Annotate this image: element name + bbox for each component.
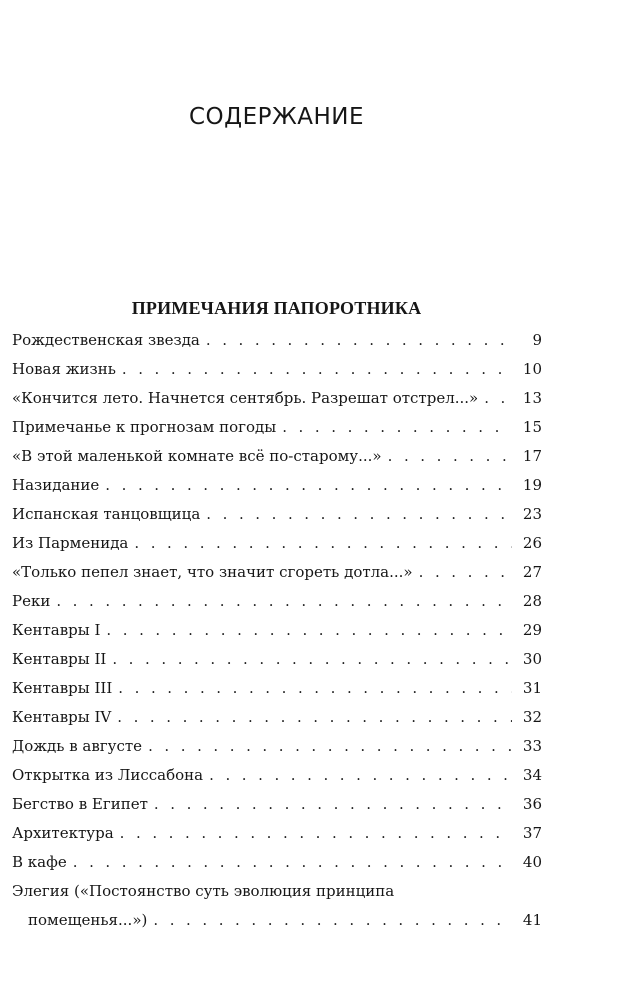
table-of-contents: [12, 326, 542, 935]
toc-entry: [12, 761, 542, 790]
toc-page-number: 26: [522, 534, 542, 552]
toc-entry-title: Кентавры II: [12, 650, 107, 668]
toc-entry-title: Кентавры IV: [12, 708, 112, 726]
dot-leader: [112, 645, 512, 674]
toc-entry-title: Рождественская звезда: [12, 331, 200, 349]
toc-entry-title: Бегство в Египет: [12, 795, 148, 813]
section-heading: ПРИМЕЧАНИЯ ПАПОРОТНИКА: [131, 298, 422, 318]
toc-entry-title: В кафе: [12, 853, 67, 871]
toc-entry-title-line1: Элегия («Постоянство суть эволюция принципа: [12, 882, 395, 900]
toc-entry: [12, 471, 542, 500]
dot-leader: [106, 616, 512, 645]
toc-entry-title: «Кончится лето. Начнется сентябрь. Разрешат отстрел...»: [12, 389, 479, 407]
toc-entry: [12, 442, 542, 471]
dot-leader: [206, 326, 512, 355]
toc-page-number: 28: [522, 592, 542, 610]
toc-entry-title: Кентавры III: [12, 679, 113, 697]
toc-page-number: 13: [522, 389, 542, 407]
toc-entry-title: Открытка из Лиссабона: [12, 766, 204, 784]
toc-page-number: 23: [522, 505, 542, 523]
toc-entry: [12, 558, 542, 587]
toc-page-number: 15: [522, 418, 542, 436]
toc-page-number: 27: [522, 563, 542, 581]
toc-entry-title: «В этой маленькой комнате всё по-старому...»: [12, 447, 382, 465]
dot-leader: [388, 442, 512, 471]
dot-leader: [117, 703, 512, 732]
toc-entry-title: «Только пепел знает, что значит сгореть дотла...»: [12, 563, 413, 581]
toc-entry-title-line2: помещенья...»): [28, 911, 148, 929]
toc-entry-title: Из Парменида: [12, 534, 129, 552]
toc-page-number: 9: [532, 331, 542, 349]
toc-entry-title: Назидание: [12, 476, 100, 494]
toc-entry-title: Реки: [12, 592, 51, 610]
toc-entry-title: Дождь в августе: [12, 737, 143, 755]
toc-entry-title: Архитектура: [12, 824, 114, 842]
dot-leader: [56, 587, 512, 616]
dot-leader: [154, 790, 512, 819]
toc-entry: [12, 413, 542, 442]
dot-leader: [118, 674, 512, 703]
dot-leader: [105, 471, 512, 500]
toc-entry: [12, 529, 542, 558]
toc-entry: [12, 616, 542, 645]
toc-page-number: 36: [522, 795, 542, 813]
toc-entry-title: Кентавры I: [12, 621, 101, 639]
toc-entry-line2-row: [12, 906, 542, 935]
toc-page-number: 33: [522, 737, 542, 755]
toc-page-number: 41: [522, 911, 542, 929]
dot-leader: [134, 529, 512, 558]
toc-page-number: 19: [522, 476, 542, 494]
toc-entry: [12, 500, 542, 529]
dot-leader: [282, 413, 512, 442]
toc-page-number: 37: [522, 824, 542, 842]
toc-entry: [12, 790, 542, 819]
toc-page-number: 10: [522, 360, 542, 378]
toc-entry-title: Примечанье к прогнозам погоды: [12, 418, 277, 436]
dot-leader: [122, 355, 512, 384]
dot-leader: [206, 500, 512, 529]
dot-leader: [153, 906, 512, 935]
toc-entry: [12, 674, 542, 703]
toc-entry: [12, 384, 542, 413]
dot-leader: [148, 732, 512, 761]
toc-page-number: 30: [522, 650, 542, 668]
toc-entry: [12, 326, 542, 355]
toc-entry: [12, 355, 542, 384]
toc-page-number: 29: [522, 621, 542, 639]
toc-page-number: 34: [522, 766, 542, 784]
toc-entry: [12, 703, 542, 732]
dot-leader: [484, 384, 512, 413]
toc-entry: [12, 819, 542, 848]
dot-leader: [120, 819, 512, 848]
contents-heading: СОДЕРЖАНИЕ: [188, 104, 365, 130]
toc-page-number: 40: [522, 853, 542, 871]
toc-page-number: 31: [522, 679, 542, 697]
toc-entry-multiline: [12, 877, 542, 935]
toc-entry: [12, 732, 542, 761]
toc-entry: [12, 848, 542, 877]
toc-entry: [12, 587, 542, 616]
toc-entry-title: Новая жизнь: [12, 360, 116, 378]
toc-page-number: 17: [522, 447, 542, 465]
toc-page-number: 32: [522, 708, 542, 726]
dot-leader: [73, 848, 512, 877]
toc-entry: [12, 645, 542, 674]
dot-leader: [209, 761, 512, 790]
dot-leader: [419, 558, 512, 587]
toc-entry-title: Испанская танцовщица: [12, 505, 201, 523]
